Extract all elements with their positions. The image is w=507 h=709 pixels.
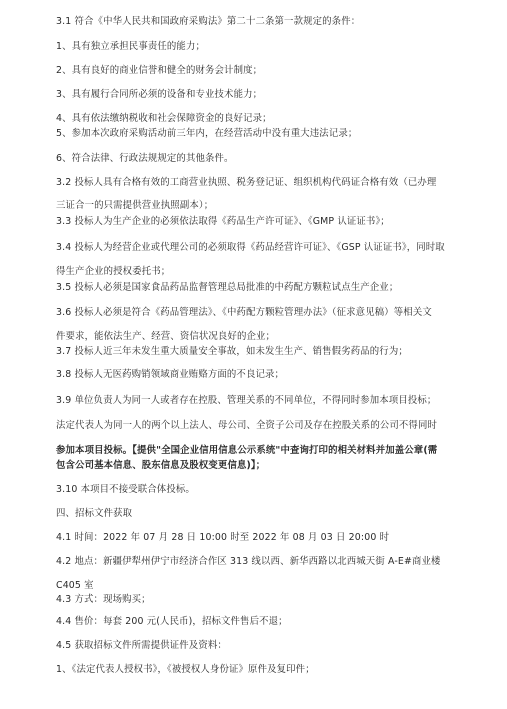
text-line: 3.9 单位负责人为同一人或者存在控股、管理关系的不同单位，不得同时参加本项目投标； <box>56 395 437 406</box>
text-line: 3.1 符合《中华人民共和国政府采购法》第二十二条第一款规定的条件： <box>56 16 361 27</box>
text-line: 3.8 投标人无医药购销领域商业贿赂方面的不良记录； <box>56 369 285 380</box>
text-line: 4.5 获取招标文件所需提供证件及资料： <box>56 640 227 651</box>
text-line: 3、具有履行合同所必须的设备和专业技术能力； <box>56 89 263 100</box>
text-line: 包含公司基本信息、股东信息及股权变更信息)】； <box>56 460 266 471</box>
text-line: 4.1 时间：2022 年 07 月 28 日 10:00 时至 2022 年 08 月 03 日 20:00 时 <box>56 532 390 543</box>
text-line: 6、符合法律、行政法规规定的其他条件。 <box>56 153 234 164</box>
text-line: 法定代表人为同一人的两个以上法人、母公司、全资子公司及存在控股关系的公司不得同时 <box>56 420 438 431</box>
text-line: 3.3 投标人为生产企业的必须依法取得《药品生产许可证》、《GMP 认证证书》； <box>56 216 390 227</box>
text-line: 2、具有良好的商业信誉和健全的财务会计制度； <box>56 65 263 76</box>
text-line: 1、《法定代表人授权书》，《被授权人身份证》原件及复印件； <box>56 664 315 675</box>
text-line: 3.6 投标人必须是符合《药品管理法》、《中药配方颗粒管理办法》（征求意见稿）等相关文 <box>56 307 432 318</box>
text-line: 1、具有独立承担民事责任的能力； <box>56 41 205 52</box>
text-line: 得生产企业的授权委托书； <box>56 266 171 277</box>
text-line: 4.3 方式：现场购买； <box>56 594 151 605</box>
text-line: 参加本项目投标。【提供"全国企业信用信息公示系统"中查询打印的相关材料并加盖公章(需 <box>56 445 438 456</box>
text-line: C405 室 <box>56 580 94 591</box>
text-line: 4、具有依法缴纳税收和社会保障资金的良好记录； <box>56 113 272 124</box>
text-line: 件要求，能依法生产、经营、资信状况良好的企业； <box>56 331 276 342</box>
text-line: 3.10 本项目不接受联合体投标。 <box>56 484 195 495</box>
text-line: 5、参加本次政府采购活动前三年内，在经营活动中没有重大违法记录； <box>56 128 358 139</box>
text-line: 三证合一的只需提供营业执照副本）； <box>56 200 214 211</box>
text-line: 4.2 地点：新疆伊犁州伊宁市经济合作区 313 线以西、新华西路以北西城天街 A-E#商业楼 <box>56 556 441 567</box>
text-line: 4.4 售价：每套 200 元(人民币)，招标文件售后不退； <box>56 616 288 627</box>
section-heading: 四、招标文件获取 <box>56 508 133 519</box>
text-line: 3.5 投标人必须是国家食品药品监督管理总局批准的中药配方颗粒试点生产企业； <box>56 282 399 293</box>
text-line: 3.4 投标人为经营企业或代理公司的必须取得《药品经营许可证》、《GSP 认证证书》，同时取 <box>56 242 445 253</box>
text-line: 3.7 投标人近三年未发生重大质量安全事故，如未发生生产、销售假劣药品的行为； <box>56 346 408 357</box>
text-line: 3.2 投标人具有合格有效的工商营业执照、税务登记证、组织机构代码证合格有效（已办理 <box>56 177 437 188</box>
